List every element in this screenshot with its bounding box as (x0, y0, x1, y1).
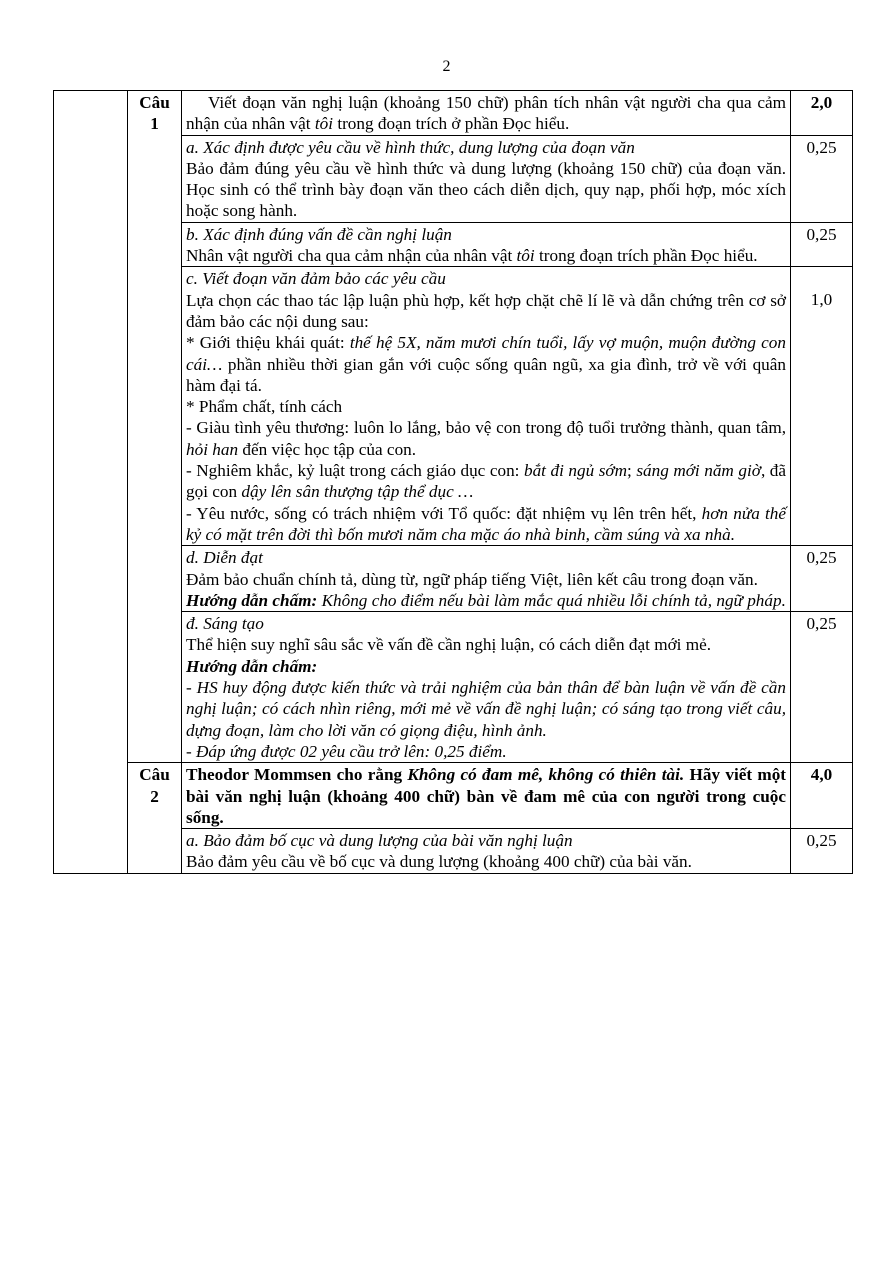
criterion-score: 0,25 (791, 546, 853, 612)
question-1-score: 2,0 (791, 91, 853, 136)
criterion-intro: Lựa chọn các thao tác lập luận phù hợp, kết hợp chặt chẽ lí lẽ và dẫn chứng trên cơ sở đảm bảo các nội dung sau: (186, 290, 786, 331)
criterion-score: 0,25 (791, 222, 853, 267)
criterion-heading: a. Xác định được yêu cầu về hình thức, dung lượng của đoạn văn (186, 137, 635, 157)
traits-heading: * Phẩm chất, tính cách (186, 397, 343, 417)
criterion-score: 0,25 (791, 135, 853, 222)
question-2-row (54, 763, 853, 829)
love-point: - Giàu tình yêu thương: luôn lo lắng, bảo vệ con trong độ tuổi trưởng thành, quan tâm, hỏi han đến việc học tập của con. (186, 418, 786, 459)
criterion-body: Thể hiện suy nghĩ sâu sắc về vấn đề cần nghị luận, có cách diễn đạt mới mẻ. (186, 635, 712, 655)
criterion-score-cell (791, 267, 853, 546)
criterion-heading: b. Xác định đúng vấn đề cần nghị luận (186, 224, 452, 244)
criterion-body: Bảo đảm yêu cầu về bố cục và dung lượng (khoảng 400 chữ) của bài văn. (186, 852, 692, 872)
criterion-body: Bảo đảm đúng yêu cầu về hình thức và dung lượng (khoảng 150 chữ) của đoạn văn. Học sinh có thể trình bày đoạn văn theo cách diễn dịch, quy nạp, phối hợp, móc xích hoặc song hành. (186, 158, 786, 221)
criterion-body: Nhân vật người cha qua cảm nhận của nhân vật tôi trong đoạn trích phần Đọc hiểu. (186, 246, 758, 266)
question-2-prompt: Theodor Mommsen cho rằng Không có đam mê, không có thiên tài. Hãy viết một bài văn nghị luận (khoảng 400 chữ) bàn về đam mê của con người trong cuộc sống. (182, 763, 791, 829)
grading-guide-item: - Đáp ứng được 02 yêu cầu trở lên: 0,25 điểm. (186, 741, 507, 761)
criterion-score: 0,25 (791, 612, 853, 763)
question-2-label: Câu 2 (128, 763, 182, 873)
criterion-d (182, 546, 791, 612)
grading-guide: Hướng dẫn chấm: Không cho điểm nếu bài làm mắc quá nhiều lỗi chính tả, ngữ pháp. (186, 590, 786, 610)
criterion-b (182, 222, 791, 267)
section-blank-cell (54, 91, 128, 874)
criterion-heading: c. Viết đoạn văn đảm bảo các yêu cầu (186, 269, 446, 289)
question-1-label: Câu 1 (128, 91, 182, 763)
grading-rubric-table (53, 90, 853, 874)
grading-guide-item: - HS huy động được kiến thức và trải nghiệm của bản thân để bàn luận về vấn đề cần nghị luận; có cách nhìn riêng, mới mẻ về vấn đề nghị luận; có sáng tạo trong viết câu, dựng đoạn, làm cho lời văn có giọng điệu, hình ảnh. (186, 678, 786, 740)
criterion-a (182, 135, 791, 222)
criterion-heading: d. Diễn đạt (186, 548, 263, 568)
general-intro-point: * Giới thiệu khái quát: thế hệ 5X, năm mươi chín tuổi, lấy vợ muộn, muộn đường con cái… phần nhiều thời gian gắn với cuộc sống quân ngũ, xa gia đình, trở về với quân hàm đại tá. (186, 333, 786, 395)
question-1-prompt: Viết đoạn văn nghị luận (khoảng 150 chữ) phân tích nhân vật người cha qua cảm nhận của nhân vật tôi trong đoạn trích ở phần Đọc hiểu. (182, 91, 791, 136)
strict-point: - Nghiêm khắc, kỷ luật trong cách giáo dục con: bắt đi ngủ sớm; sáng mới năm giờ, đã gọi con dậy lên sân thượng tập thể dục … (186, 461, 786, 502)
criterion-score: 0,25 (791, 829, 853, 874)
patriot-point: - Yêu nước, sống có trách nhiệm với Tổ quốc: đặt nhiệm vụ lên trên hết, hơn nửa thế kỷ có mặt trên đời thì bốn mươi năm cha mặc áo nhà binh, cầm súng và xa nhà. (186, 503, 787, 544)
criterion-score: 1,0 (810, 290, 833, 310)
page-number: 2 (442, 58, 451, 75)
criterion-c (182, 267, 791, 546)
question-1-row (54, 91, 853, 136)
grading-guide-label: Hướng dẫn chấm: (186, 656, 318, 676)
criterion-dd (182, 612, 791, 763)
criterion-heading: a. Bảo đảm bố cục và dung lượng của bài văn nghị luận (186, 831, 573, 851)
question-2-score: 4,0 (791, 763, 853, 829)
criterion-heading: đ. Sáng tạo (186, 614, 264, 634)
criterion-body: Đảm bảo chuẩn chính tả, dùng từ, ngữ pháp tiếng Việt, liên kết câu trong đoạn văn. (186, 569, 758, 589)
criterion-a (182, 829, 791, 874)
